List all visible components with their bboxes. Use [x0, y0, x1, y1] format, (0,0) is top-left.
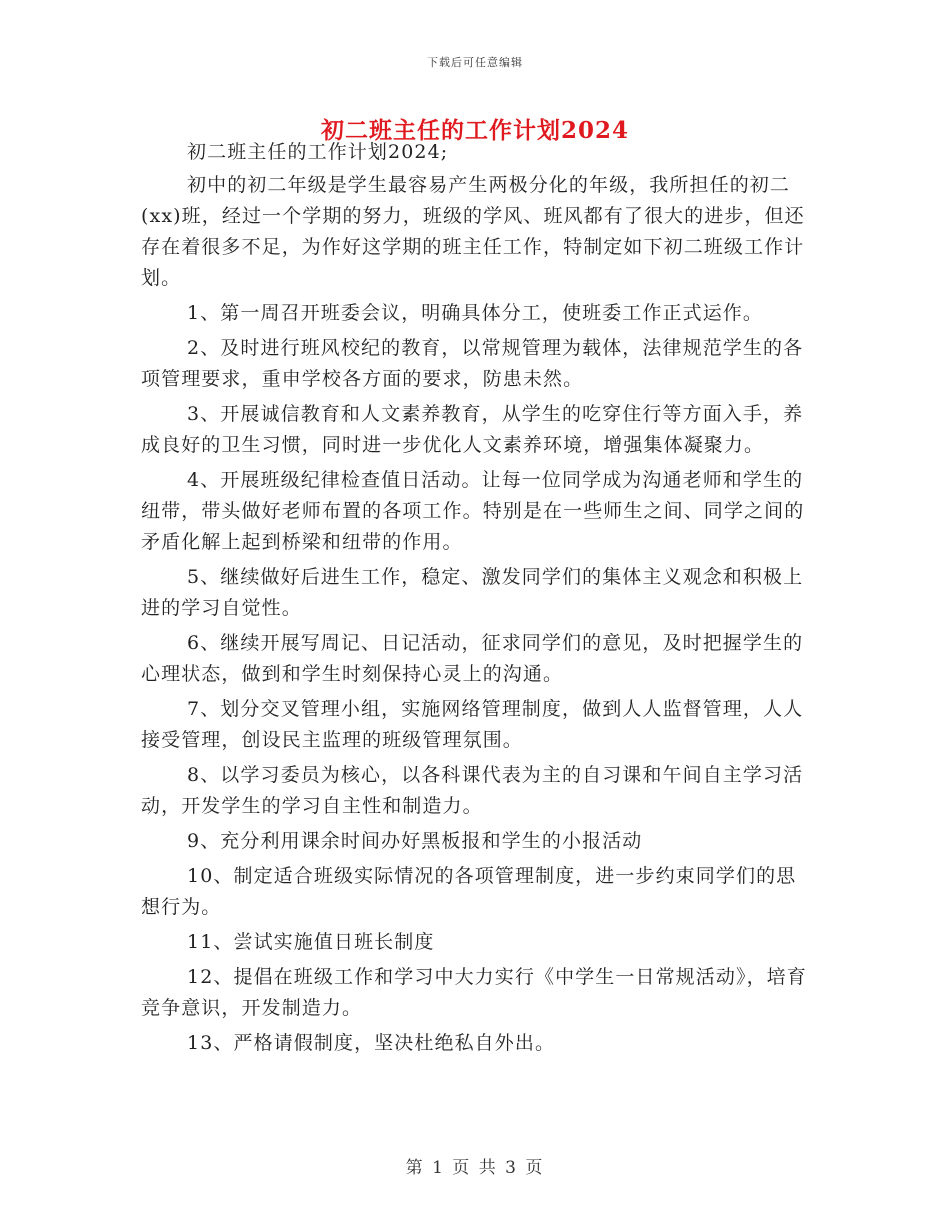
paragraph-intro: 初中的初二年级是学生最容易产生两极分化的年级，我所担任的初二(xx)班，经过一个学期的努力，班级的学风、班风都有了很大的进步，但还存在着很多不足，为作好这学期的班主任工作，特制定如下初二班级工作计划。 — [141, 174, 805, 289]
document-body — [141, 137, 813, 1063]
paragraph-item-6: 6、继续开展写周记、日记活动，征求同学们的意见，及时把握学生的心理状态，做到和学生时刻保持心灵上的沟通。 — [141, 632, 804, 685]
paragraph-item-11: 11、尝试实施值日班长制度 — [187, 931, 435, 953]
paragraph-item-8: 8、以学习委员为核心，以各科课代表为主的自习课和午间自主学习活动，开发学生的学习自主性和制造力。 — [141, 764, 804, 817]
paragraph-item-5: 5、继续做好后进生工作，稳定、激发同学们的集体主义观念和积极上进的学习自觉性。 — [141, 566, 804, 619]
paragraph-item-12: 12、提倡在班级工作和学习中大力实行《中学生一日常规活动》，培育竞争意识，开发制造力。 — [141, 966, 807, 1019]
page-number-footer: 第 1 页 共 3 页 — [405, 1158, 545, 1178]
paragraph-item-9: 9、充分利用课余时间办好黑板报和学生的小报活动 — [187, 830, 643, 852]
paragraph-item-10: 10、制定适合班级实际情况的各项管理制度，进一步约束同学们的思想行为。 — [141, 865, 797, 918]
paragraph-item-3: 3、开展诚信教育和人文素养教育，从学生的吃穿住行等方面入手，养成良好的卫生习惯，同时进一步优化人文素养环境，增强集体凝聚力。 — [141, 403, 804, 456]
paragraph-subtitle: 初二班主任的工作计划2024; — [187, 141, 449, 163]
paragraph-item-13: 13、严格请假制度，坚决杜绝私自外出。 — [187, 1032, 556, 1054]
paragraph-item-7: 7、划分交叉管理小组，实施网络管理制度，做到人人监督管理，人人接受管理，创设民主监理的班级管理氛围。 — [141, 698, 804, 751]
page-header-note: 下载后可任意编辑 — [427, 56, 523, 69]
paragraph-item-1: 1、第一周召开班委会议，明确具体分工，使班委工作正式运作。 — [187, 302, 763, 324]
document-title: 初二班主任的工作计划2024 — [320, 117, 629, 144]
paragraph-item-4: 4、开展班级纪律检查值日活动。让每一位同学成为沟通老师和学生的纽带，带头做好老师布置的各项工作。特别是在一些师生之间、同学之间的矛盾化解上起到桥梁和纽带的作用。 — [141, 469, 805, 553]
paragraph-item-2: 2、及时进行班风校纪的教育，以常规管理为载体，法律规范学生的各项管理要求，重申学校各方面的要求，防患未然。 — [141, 337, 804, 390]
